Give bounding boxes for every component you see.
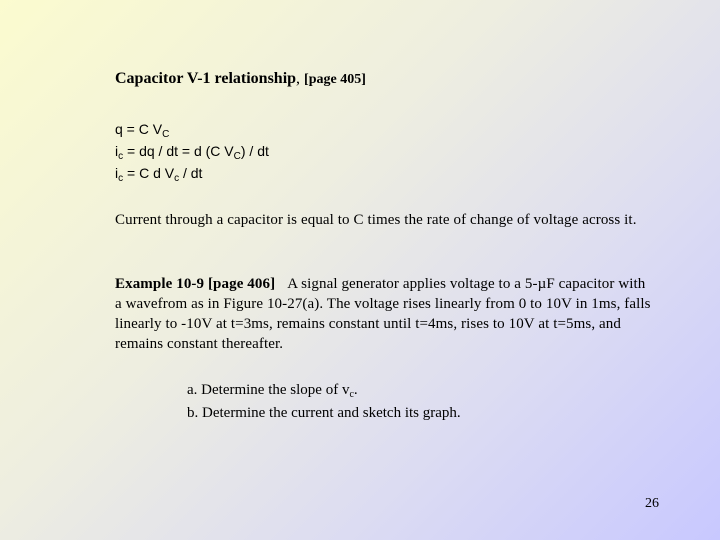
example-heading: Example 10-9 [page 406]	[115, 276, 276, 292]
page-number: 26	[645, 496, 659, 511]
equation-subscript: C	[233, 151, 241, 162]
equation-text: / dt	[179, 165, 203, 181]
task-list	[187, 379, 461, 425]
equation-subscript: c	[118, 173, 124, 184]
task-b: b. Determine the current and sketch its graph.	[187, 405, 461, 421]
equation-subscript: c	[118, 151, 124, 162]
equation-line-3	[115, 162, 269, 184]
title-page-reference: [page 405]	[304, 72, 366, 87]
equation-subscript: c	[174, 173, 180, 184]
equation-text: ) / dt	[240, 143, 269, 159]
equation-text: = dq / dt = d (C V	[123, 143, 234, 159]
example-body: A signal generator applies voltage to a 5-µF capacitor with a wavefrom as in Figure 10-27(a). The voltage rises linearly from 0 to 10V in 1ms, falls linearly to -10V at t=3ms, remains constant until t=4ms, rises to 10V at t=5ms, and remains constant thereafter.	[115, 276, 651, 352]
equations-block	[115, 118, 269, 184]
equation-line-2	[115, 140, 269, 162]
task-a-subscript: c	[349, 389, 354, 400]
definition-paragraph: Current through a capacitor is equal to C times the rate of change of voltage across it.	[115, 212, 637, 228]
equation-text: i	[115, 165, 119, 181]
task-a-end: .	[353, 382, 358, 398]
equation-text: = C d V	[123, 165, 175, 181]
task-a-text: a. Determine the slope of v	[187, 382, 350, 398]
slide-title	[115, 70, 366, 88]
example-paragraph	[115, 274, 655, 354]
title-separator: ,	[296, 70, 305, 87]
equation-text: q = C V	[115, 121, 163, 137]
equation-text: i	[115, 143, 119, 159]
title-main: Capacitor V-1 relationship	[115, 70, 297, 87]
equation-line-1	[115, 118, 269, 140]
task-a	[187, 379, 461, 402]
equation-subscript: C	[162, 129, 170, 140]
